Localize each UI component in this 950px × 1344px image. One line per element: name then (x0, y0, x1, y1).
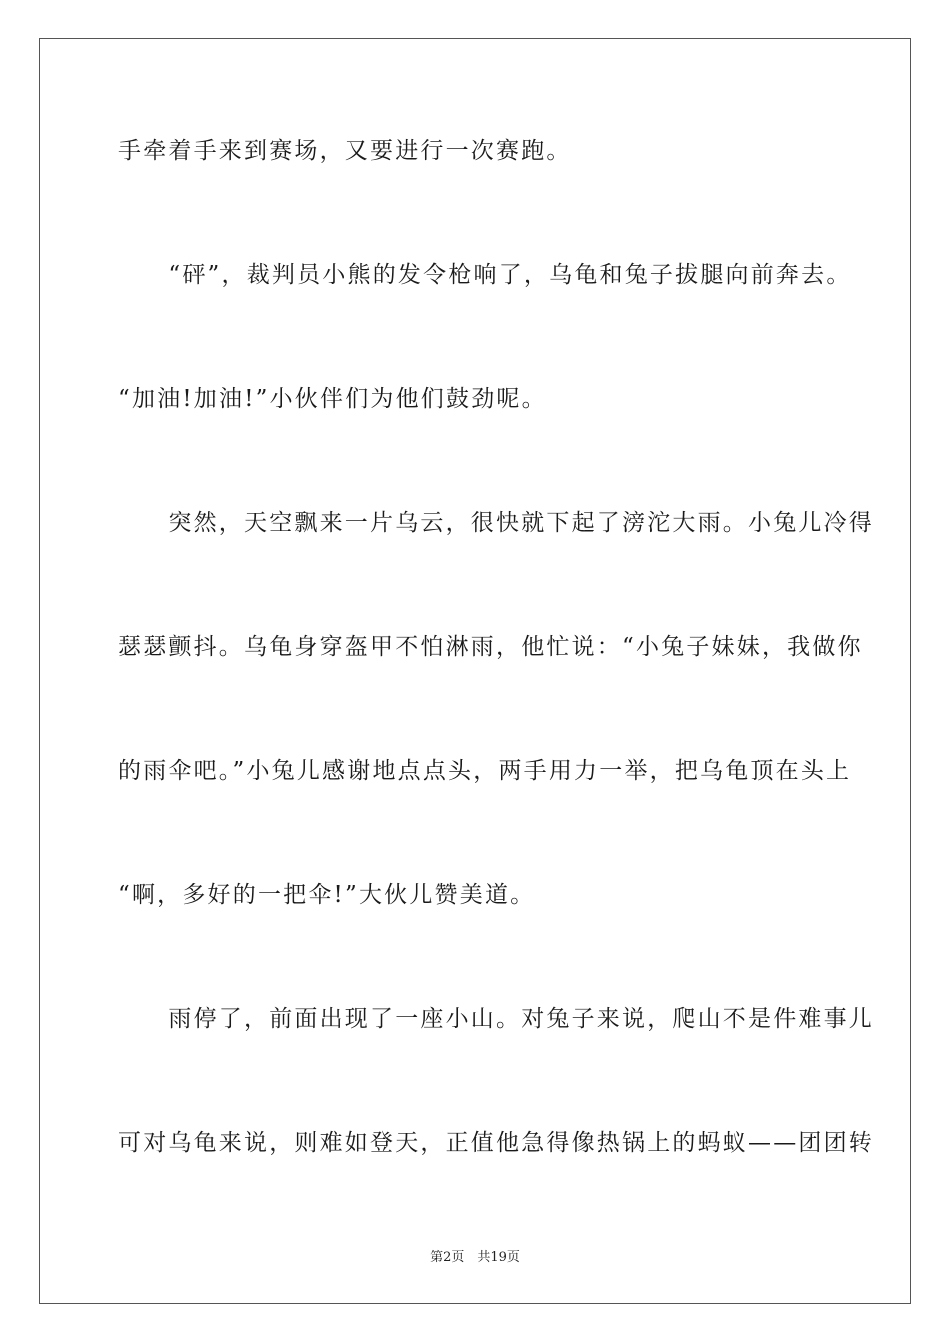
text-line-6: 的雨伞吧。”小兔儿感谢地点点头，两手用力一举，把乌龟顶在头上 (118, 758, 852, 784)
text-line-9: 可对乌龟来说，则难如登天，正值他急得像热锅上的蚂蚁——团团转 (118, 1130, 874, 1156)
text-line-2: “砰”，裁判员小熊的发令枪响了，乌龟和兔子拔腿向前奔去。 (118, 262, 852, 288)
page-number-footer: 第2页 共19页 (430, 1250, 520, 1265)
page-frame (39, 38, 911, 1304)
text-line-4: 突然，天空飘来一片乌云，很快就下起了滂沱大雨。小兔儿冷得 (118, 510, 874, 536)
text-line-1: 手牵着手来到赛场，又要进行一次赛跑。 (118, 138, 572, 164)
text-line-7: “啊，多好的一把伞!”大伙儿赞美道。 (118, 882, 536, 908)
text-line-5: 瑟瑟颤抖。乌龟身穿盔甲不怕淋雨，他忙说：“小兔子妹妹，我做你 (118, 634, 863, 660)
text-line-8: 雨停了，前面出现了一座小山。对兔子来说，爬山不是件难事儿 (118, 1006, 874, 1032)
text-line-3: “加油!加油!”小伙伴们为他们鼓劲呢。 (118, 386, 547, 412)
